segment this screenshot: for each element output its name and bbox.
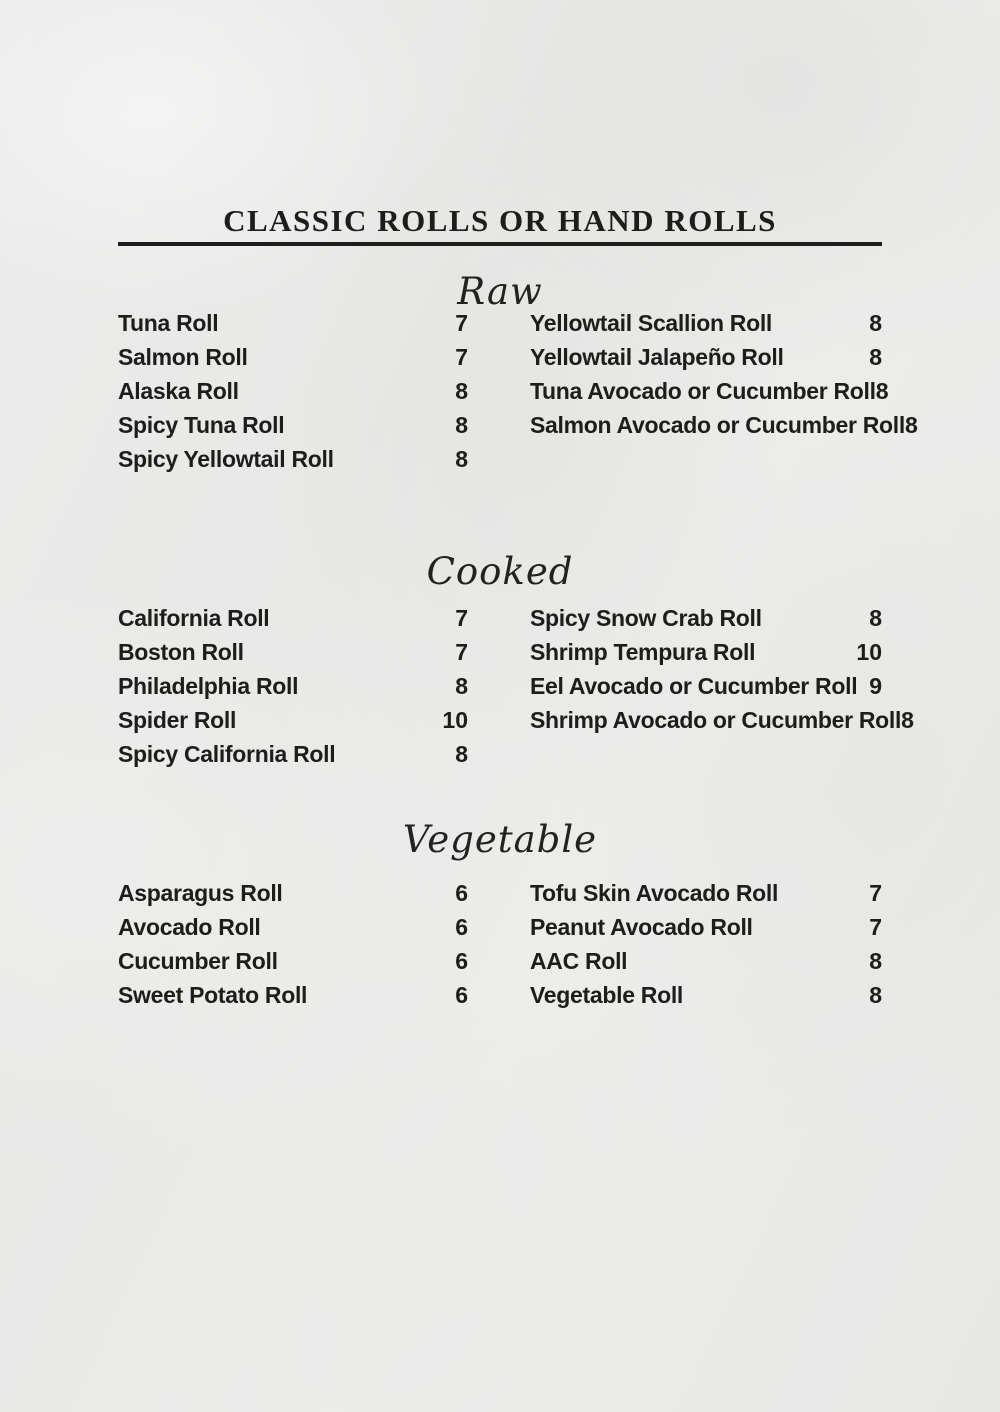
menu-row: [118, 910, 468, 944]
item-price: 8: [455, 412, 468, 438]
item-name: Spider Roll: [118, 707, 237, 733]
item-price: 8: [869, 948, 882, 974]
menu-row: [118, 978, 468, 1012]
menu-row: [118, 601, 468, 635]
menu-row: [530, 669, 882, 703]
menu-row: [118, 442, 468, 476]
menu-row: [118, 374, 468, 408]
item-name: Eel Avocado or Cucumber Roll: [530, 673, 858, 699]
section-heading-raw: Raw: [457, 270, 543, 313]
item-price: 6: [455, 948, 468, 974]
menu-column-right: [530, 601, 914, 737]
item-price: 8: [455, 446, 468, 472]
menu-row: [118, 669, 468, 703]
page-title: CLASSIC ROLLS OR HAND ROLLS: [223, 203, 777, 238]
menu-row: [118, 306, 468, 340]
menu-row: [530, 876, 882, 910]
item-name: Asparagus Roll: [118, 880, 283, 906]
item-name: Salmon Roll: [118, 344, 248, 370]
item-name: Philadelphia Roll: [118, 673, 299, 699]
item-name: Tofu Skin Avocado Roll: [530, 880, 779, 906]
item-name: Spicy Snow Crab Roll: [530, 605, 762, 631]
menu-row: [118, 340, 468, 374]
item-name: Peanut Avocado Roll: [530, 914, 753, 940]
menu-row: [118, 635, 468, 669]
item-price: 6: [455, 982, 468, 1008]
item-price: 8: [869, 344, 882, 370]
menu-row: [530, 944, 882, 978]
item-name: Sweet Potato Roll: [118, 982, 308, 1008]
section-heading-vegetable: Vegetable: [402, 818, 598, 861]
item-price: 8: [875, 378, 889, 404]
item-name: California Roll: [118, 605, 270, 631]
menu-row: [530, 703, 914, 737]
menu-column-left: [118, 876, 468, 1012]
item-price: 7: [455, 310, 468, 336]
menu-row: [530, 635, 882, 669]
menu-row: [530, 978, 882, 1012]
menu-row: [118, 944, 468, 978]
item-price: 8: [455, 378, 468, 404]
menu-column-left: [118, 601, 468, 771]
item-name: Shrimp Tempura Roll: [530, 639, 756, 665]
item-name: Spicy Tuna Roll: [118, 412, 285, 438]
item-price: 8: [904, 412, 918, 438]
item-price: 10: [442, 707, 468, 733]
item-price: 7: [869, 880, 882, 906]
item-price: 9: [869, 673, 882, 699]
item-name: Boston Roll: [118, 639, 244, 665]
item-price: 10: [856, 639, 882, 665]
item-price: 6: [455, 914, 468, 940]
item-price: 8: [455, 673, 468, 699]
item-price: 8: [455, 741, 468, 767]
item-name: Salmon Avocado or Cucumber Roll: [530, 412, 905, 438]
menu-row: [530, 340, 882, 374]
menu-row: [118, 703, 468, 737]
menu-row: [118, 737, 468, 771]
item-name: Spicy California Roll: [118, 741, 336, 767]
item-price: 8: [901, 707, 914, 733]
item-name: AAC Roll: [530, 948, 628, 974]
menu-row: [530, 408, 918, 442]
item-name: Alaska Roll: [118, 378, 239, 404]
item-price: 7: [455, 639, 468, 665]
item-name: Spicy Yellowtail Roll: [118, 446, 334, 472]
menu-row: [530, 374, 889, 408]
item-price: 7: [869, 914, 882, 940]
item-name: Tuna Roll: [118, 310, 219, 336]
item-price: 8: [869, 310, 882, 336]
item-name: Cucumber Roll: [118, 948, 278, 974]
section-heading-cooked: Cooked: [426, 550, 574, 593]
menu-row: [118, 408, 468, 442]
item-name: Yellowtail Jalapeño Roll: [530, 344, 784, 370]
item-name: Vegetable Roll: [530, 982, 684, 1008]
item-price: 8: [869, 982, 882, 1008]
item-name: Yellowtail Scallion Roll: [530, 310, 773, 336]
menu-row: [118, 876, 468, 910]
item-price: 7: [455, 344, 468, 370]
title-rule: [118, 242, 882, 246]
item-price: 7: [455, 605, 468, 631]
item-price: 6: [455, 880, 468, 906]
item-price: 8: [869, 605, 882, 631]
item-name: Tuna Avocado or Cucumber Roll: [530, 378, 876, 404]
menu-row: [530, 306, 882, 340]
menu-row: [530, 910, 882, 944]
menu-column-right: [530, 306, 918, 442]
menu-column-left: [118, 306, 468, 476]
menu-row: [530, 601, 882, 635]
item-name: Avocado Roll: [118, 914, 261, 940]
item-name: Shrimp Avocado or Cucumber Roll: [530, 707, 902, 733]
menu-column-right: [530, 876, 882, 1012]
